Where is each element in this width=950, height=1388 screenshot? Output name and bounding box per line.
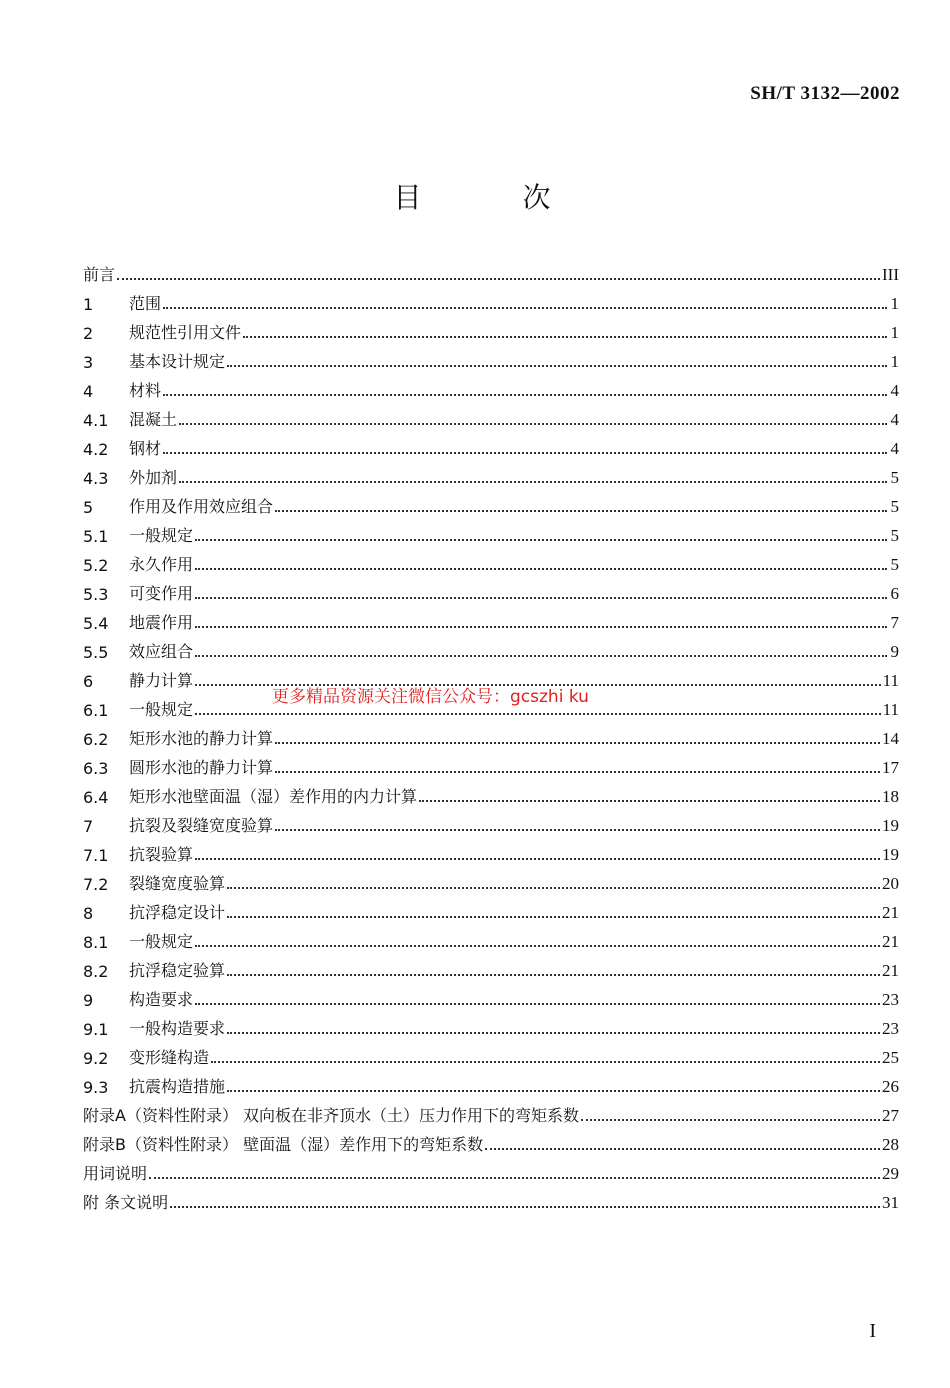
toc-entry-title: 一般规定 — [129, 700, 194, 719]
toc-entry-page: 4 — [890, 381, 899, 400]
toc-leader-dots — [275, 829, 880, 831]
toc-entry-page: 5 — [890, 497, 899, 516]
toc-entry[interactable] — [83, 546, 899, 575]
toc-entry-page: 28 — [882, 1135, 899, 1154]
toc-entry-page: 7 — [890, 613, 899, 632]
toc-leader-dots — [195, 945, 880, 947]
toc-entry-title: 抗震构造措施 — [129, 1077, 226, 1096]
toc-entry-page: 23 — [882, 990, 899, 1009]
toc-entry-page: 4 — [890, 410, 899, 429]
toc-entry-number: 3 — [83, 353, 94, 372]
toc-leader-dots — [581, 1119, 880, 1121]
toc-entry-number: 7 — [83, 817, 94, 836]
toc-leader-dots — [227, 887, 880, 889]
toc-entry-title: 附录B（资料性附录） 壁面温（湿）差作用下的弯矩系数 — [83, 1135, 484, 1154]
toc-leader-dots — [163, 452, 887, 454]
toc-entry-number: 6.4 — [83, 788, 109, 807]
toc-entry-title: 静力计算 — [129, 671, 194, 690]
toc-entry-title: 规范性引用文件 — [129, 323, 242, 342]
toc-entry-title: 作用及作用效应组合 — [129, 497, 274, 516]
toc-entry-title: 抗浮稳定验算 — [129, 961, 226, 980]
toc-entry-page: 11 — [882, 671, 899, 690]
toc-leader-dots — [211, 1061, 880, 1063]
toc-leader-dots — [163, 307, 887, 309]
toc-entry-title: 用词说明 — [83, 1164, 148, 1183]
toc-entry-page: 23 — [882, 1019, 899, 1038]
toc-entry[interactable] — [83, 430, 899, 459]
toc-entry-page: 19 — [882, 845, 899, 864]
toc-entry-number: 7.1 — [83, 846, 109, 865]
toc-entry-number: 5 — [83, 498, 94, 517]
toc-entry-page: 25 — [882, 1048, 899, 1067]
toc-entry-title: 可变作用 — [129, 584, 194, 603]
toc-entry-title: 抗裂及裂缝宽度验算 — [129, 816, 274, 835]
toc-entry-page: 21 — [882, 932, 899, 951]
toc-entry[interactable] — [83, 285, 899, 314]
toc-entry-number: 4.1 — [83, 411, 109, 430]
toc-entry-page: 27 — [882, 1106, 899, 1125]
toc-entry-title: 裂缝宽度验算 — [129, 874, 226, 893]
toc-entry-number: 5.3 — [83, 585, 109, 604]
toc-entry[interactable] — [83, 1155, 899, 1184]
toc-entry[interactable] — [83, 894, 899, 923]
toc-entry-number: 5.2 — [83, 556, 109, 575]
toc-entry-number: 6.3 — [83, 759, 109, 778]
toc-leader-dots — [170, 1206, 880, 1208]
toc-entry-number: 6.1 — [83, 701, 109, 720]
toc-leader-dots — [163, 394, 887, 396]
toc-leader-dots — [195, 1003, 880, 1005]
toc-entry-title: 基本设计规定 — [129, 352, 226, 371]
toc-leader-dots — [195, 713, 881, 715]
toc-leader-dots — [227, 1032, 880, 1034]
toc-leader-dots — [419, 800, 880, 802]
toc-leader-dots — [195, 597, 887, 599]
toc-entry[interactable] — [83, 836, 899, 865]
toc-entry-number: 8.2 — [83, 962, 109, 981]
toc-entry-title: 矩形水池的静力计算 — [129, 729, 274, 748]
toc-leader-dots — [195, 626, 887, 628]
toc-entry-number: 4.3 — [83, 469, 109, 488]
toc-leader-dots — [195, 539, 887, 541]
toc-entry-page: 5 — [890, 468, 899, 487]
toc-entry-title: 一般构造要求 — [129, 1019, 226, 1038]
toc-entry[interactable] — [83, 749, 899, 778]
toc-entry-page: 5 — [890, 526, 899, 545]
toc-entry-number: 8.1 — [83, 933, 109, 952]
toc-leader-dots — [485, 1148, 880, 1150]
toc-entry[interactable] — [83, 720, 899, 749]
toc-entry-title: 抗裂验算 — [129, 845, 194, 864]
toc-entry-number: 9.2 — [83, 1049, 109, 1068]
toc-entry[interactable] — [83, 1184, 899, 1213]
toc-entry[interactable] — [83, 952, 899, 981]
toc-entry-page: 20 — [882, 874, 899, 893]
toc-entry-page: 21 — [882, 903, 899, 922]
toc-entry-title: 材料 — [129, 381, 162, 400]
toc-entry-number: 4 — [83, 382, 94, 401]
toc-entry-number: 2 — [83, 324, 94, 343]
toc-leader-dots — [149, 1177, 880, 1179]
toc-entry-page: 1 — [890, 352, 899, 371]
toc-entry-number: 6.2 — [83, 730, 109, 749]
toc-entry-title: 混凝土 — [129, 410, 178, 429]
toc-entry[interactable] — [83, 372, 899, 401]
toc-entry-page: 6 — [890, 584, 899, 603]
toc-entry-number: 8 — [83, 904, 94, 923]
toc-entry-title: 抗浮稳定设计 — [129, 903, 226, 922]
toc-entry-page: III — [882, 265, 899, 284]
toc-entry-number: 5.5 — [83, 643, 109, 662]
toc-leader-dots — [179, 481, 887, 483]
toc-entry[interactable] — [83, 575, 899, 604]
toc-entry-page: 21 — [882, 961, 899, 980]
toc-entry[interactable] — [83, 401, 899, 430]
toc-entry-title: 效应组合 — [129, 642, 194, 661]
toc-entry[interactable] — [83, 865, 899, 894]
toc-entry-page: 4 — [890, 439, 899, 458]
table-of-contents — [83, 256, 899, 1213]
toc-entry[interactable] — [83, 343, 899, 372]
toc-entry-page: 17 — [882, 758, 899, 777]
toc-entry-page: 31 — [882, 1193, 899, 1212]
toc-leader-dots — [243, 336, 887, 338]
toc-entry-page: 26 — [882, 1077, 899, 1096]
toc-entry[interactable] — [83, 633, 899, 662]
toc-entry-title: 地震作用 — [129, 613, 194, 632]
toc-entry[interactable] — [83, 314, 899, 343]
toc-leader-dots — [117, 278, 880, 280]
toc-entry-title: 附录A（资料性附录） 双向板在非齐顶水（土）压力作用下的弯矩系数 — [83, 1106, 580, 1125]
toc-leader-dots — [275, 742, 880, 744]
toc-entry[interactable] — [83, 604, 899, 633]
toc-entry[interactable] — [83, 256, 899, 285]
toc-entry[interactable] — [83, 1097, 899, 1126]
watermark-text: 更多精品资源关注微信公众号：gcszhi ku — [272, 687, 589, 707]
toc-leader-dots — [195, 568, 887, 570]
toc-entry-number: 5.1 — [83, 527, 109, 546]
page-number: I — [869, 1320, 876, 1342]
toc-leader-dots — [227, 1090, 880, 1092]
toc-entry-number: 7.2 — [83, 875, 109, 894]
toc-entry[interactable] — [83, 807, 899, 836]
toc-entry-title: 钢材 — [129, 439, 162, 458]
toc-entry-title: 永久作用 — [129, 555, 194, 574]
toc-entry[interactable] — [83, 981, 899, 1010]
toc-entry-title: 矩形水池壁面温（湿）差作用的内力计算 — [129, 787, 418, 806]
toc-entry-title: 一般规定 — [129, 526, 194, 545]
toc-entry-title: 外加剂 — [129, 468, 178, 487]
toc-entry[interactable] — [83, 778, 899, 807]
toc-leader-dots — [179, 423, 887, 425]
page-title: 目 次 — [393, 181, 597, 214]
toc-leader-dots — [227, 974, 880, 976]
toc-entry-number: 9.1 — [83, 1020, 109, 1039]
toc-entry-page: 1 — [890, 294, 899, 313]
toc-leader-dots — [227, 365, 887, 367]
toc-leader-dots — [275, 510, 887, 512]
toc-entry-title: 前言 — [83, 265, 116, 284]
toc-entry-page: 5 — [890, 555, 899, 574]
toc-entry-title: 构造要求 — [129, 990, 194, 1009]
toc-leader-dots — [195, 655, 887, 657]
toc-entry[interactable] — [83, 459, 899, 488]
toc-entry[interactable] — [83, 1010, 899, 1039]
toc-entry-title: 圆形水池的静力计算 — [129, 758, 274, 777]
toc-entry-title: 附 条文说明 — [83, 1193, 169, 1212]
toc-leader-dots — [227, 916, 880, 918]
toc-entry-number: 5.4 — [83, 614, 109, 633]
toc-entry-page: 11 — [882, 700, 899, 719]
toc-entry-page: 1 — [890, 323, 899, 342]
toc-entry-page: 9 — [890, 642, 899, 661]
toc-entry[interactable] — [83, 923, 899, 952]
toc-leader-dots — [195, 858, 880, 860]
toc-entry-title: 一般规定 — [129, 932, 194, 951]
toc-entry-number: 1 — [83, 295, 94, 314]
toc-entry[interactable] — [83, 488, 899, 517]
standard-code: SH/T 3132—2002 — [750, 83, 900, 104]
toc-entry-number: 4.2 — [83, 440, 109, 459]
toc-entry-title: 范围 — [129, 294, 162, 313]
toc-entry-number: 9.3 — [83, 1078, 109, 1097]
toc-entry-page: 14 — [882, 729, 899, 748]
toc-entry-title: 变形缝构造 — [129, 1048, 210, 1067]
toc-entry-page: 19 — [882, 816, 899, 835]
toc-entry-number: 9 — [83, 991, 94, 1010]
toc-entry[interactable] — [83, 1068, 899, 1097]
toc-entry[interactable] — [83, 1039, 899, 1068]
toc-entry-page: 18 — [882, 787, 899, 806]
toc-entry-page: 29 — [882, 1164, 899, 1183]
toc-entry[interactable] — [83, 517, 899, 546]
toc-entry-number: 6 — [83, 672, 94, 691]
toc-leader-dots — [275, 771, 880, 773]
toc-entry[interactable] — [83, 1126, 899, 1155]
